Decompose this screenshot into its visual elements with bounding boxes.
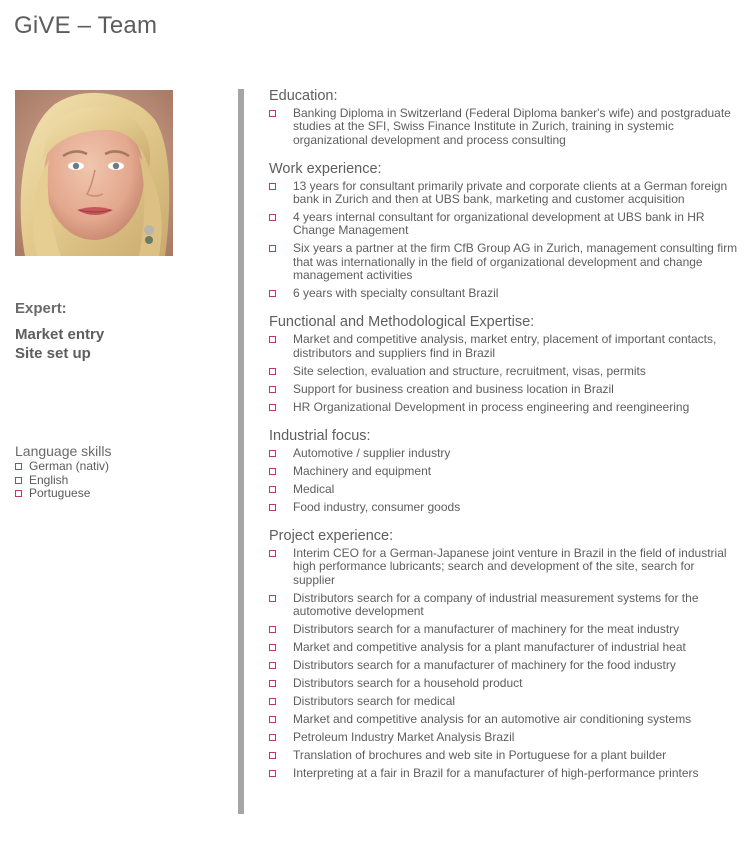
language-label: German (nativ) <box>29 459 110 473</box>
language-label: English <box>29 472 69 487</box>
square-bullet-icon <box>269 504 276 511</box>
list-item: Site selection, evaluation and structure, recruitment, visas, permits <box>269 365 739 378</box>
section-list <box>269 107 739 147</box>
expertise-line: Site set up <box>15 345 91 362</box>
square-bullet-icon <box>269 770 276 777</box>
list-item: Banking Diploma in Switzerland (Federal Diploma banker's wife) and postgraduate studies at the SFI, Swiss Finance Institute in Zurich, training in systemic organizational development and process consulting <box>269 107 739 147</box>
list-item: Six years a partner at the firm CfB Group AG in Zurich, management consulting firm that was internationally in the field of organizational development and change management activities <box>269 242 739 282</box>
expert-label: Expert: <box>15 300 67 317</box>
list-item: Medical <box>269 483 739 496</box>
square-bullet-icon <box>269 486 276 493</box>
square-bullet-icon <box>15 463 22 470</box>
section-title: Industrial focus: <box>269 427 371 444</box>
square-bullet-icon <box>269 245 276 252</box>
square-bullet-icon <box>269 734 276 741</box>
list-item: Market and competitive analysis for an automotive air conditioning systems <box>269 713 739 726</box>
section-project-experience <box>269 527 739 780</box>
square-bullet-icon <box>269 626 276 633</box>
square-bullet-icon <box>269 214 276 221</box>
list-item: Food industry, consumer goods <box>269 501 739 514</box>
list-item: 13 years for consultant primarily private and corporate clients at a German foreign bank in Zurich and then at UBS bank, marketing and customer acquisition <box>269 180 739 207</box>
list-item: Market and competitive analysis, market entry, placement of important contacts, distributors and suppliers find in Brazil <box>269 333 739 360</box>
portrait-photo <box>15 90 173 256</box>
square-bullet-icon <box>269 183 276 190</box>
list-item: Translation of brochures and web site in Portuguese for a plant builder <box>269 749 739 762</box>
square-bullet-icon <box>269 404 276 411</box>
square-bullet-icon <box>269 680 276 687</box>
square-bullet-icon <box>269 290 276 297</box>
language-skills <box>15 443 215 501</box>
expertise-block <box>15 300 215 363</box>
section-title: Project experience: <box>269 528 394 545</box>
list-item: 6 years with specialty consultant Brazil <box>269 287 739 300</box>
square-bullet-icon <box>15 490 22 497</box>
section-list <box>269 447 739 514</box>
section-list <box>269 333 739 414</box>
square-bullet-icon <box>269 752 276 759</box>
square-bullet-icon <box>269 550 276 557</box>
language-skills-title: Language skills <box>15 443 112 459</box>
language-label: Portuguese <box>29 486 91 500</box>
language-item <box>15 487 215 501</box>
square-bullet-icon <box>269 644 276 651</box>
list-item: Market and competitive analysis for a plant manufacturer of industrial heat <box>269 641 739 654</box>
section-functional-expertise <box>269 313 739 414</box>
section-work-experience <box>269 160 739 300</box>
list-item: Support for business creation and business location in Brazil <box>269 383 739 396</box>
language-item <box>15 474 215 488</box>
page-title: GiVE – Team <box>14 12 158 39</box>
section-title: Education: <box>269 88 338 104</box>
list-item: Interpreting at a fair in Brazil for a manufacturer of high-performance printers <box>269 767 739 780</box>
list-item: HR Organizational Development in process engineering and reengineering <box>269 401 739 414</box>
vertical-divider <box>238 89 244 814</box>
square-bullet-icon <box>269 110 276 117</box>
square-bullet-icon <box>269 698 276 705</box>
language-item <box>15 460 215 474</box>
list-item: Distributors search for a manufacturer of machinery for the food industry <box>269 659 739 672</box>
expertise-line: Market entry <box>15 326 105 343</box>
section-title: Functional and Methodological Expertise: <box>269 314 535 331</box>
list-item: 4 years internal consultant for organizational development at UBS bank in HR Change Management <box>269 211 739 238</box>
list-item: Distributors search for a company of industrial measurement systems for the automotive development <box>269 592 739 619</box>
section-industrial-focus <box>269 427 739 514</box>
section-education <box>269 87 739 147</box>
section-title: Work experience: <box>269 160 382 177</box>
list-item: Distributors search for a household product <box>269 677 739 690</box>
list-item: Distributors search for a manufacturer of machinery for the meat industry <box>269 623 739 636</box>
list-item: Petroleum Industry Market Analysis Brazil <box>269 731 739 744</box>
square-bullet-icon <box>269 662 276 669</box>
square-bullet-icon <box>269 336 276 343</box>
list-item: Automotive / supplier industry <box>269 447 739 460</box>
square-bullet-icon <box>269 368 276 375</box>
cv-details <box>269 87 739 793</box>
square-bullet-icon <box>269 595 276 602</box>
list-item: Machinery and equipment <box>269 465 739 478</box>
section-list <box>269 547 739 780</box>
square-bullet-icon <box>269 450 276 457</box>
list-item: Distributors search for medical <box>269 695 739 708</box>
square-bullet-icon <box>269 716 276 723</box>
section-list <box>269 180 739 300</box>
list-item: Interim CEO for a German-Japanese joint venture in Brazil in the field of industrial high performance lubricants; search and development of the site, search for supplier <box>269 547 739 587</box>
square-bullet-icon <box>15 477 22 484</box>
square-bullet-icon <box>269 386 276 393</box>
square-bullet-icon <box>269 468 276 475</box>
